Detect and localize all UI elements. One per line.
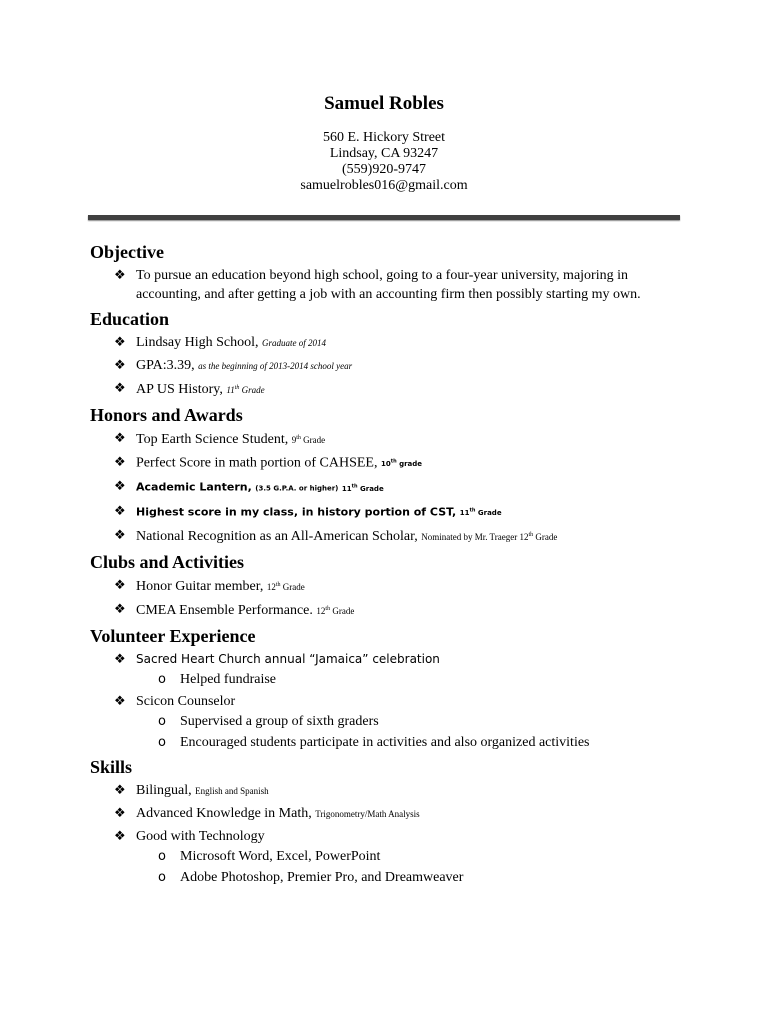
item-note — [460, 509, 502, 517]
email-address: samuelrobles016@gmail.com — [300, 178, 468, 193]
list-item — [90, 502, 690, 523]
list-item — [90, 429, 690, 450]
note-number: 12 — [316, 605, 326, 616]
section-heading: Volunteer Experience — [90, 625, 256, 646]
sub-item-text: Microsoft Word, Excel, PowerPoint — [180, 848, 381, 864]
list-item — [90, 576, 690, 597]
diamond-bullet-icon: ❖ — [114, 479, 126, 495]
item-text: Academic Lantern, — [136, 480, 252, 494]
sub-item-text: Encouraged students participate in activities and also organized activities — [180, 734, 590, 750]
note-rest: Grade — [241, 385, 265, 395]
circle-bullet-icon: o — [158, 848, 166, 864]
item-text: AP US History, — [136, 382, 223, 397]
item-note — [292, 435, 325, 445]
circle-bullet-icon: o — [158, 671, 166, 687]
diamond-bullet-icon: ❖ — [114, 651, 126, 667]
resume-body — [90, 240, 690, 890]
list-item — [90, 781, 690, 801]
list-item — [90, 477, 690, 498]
sub-item-text: Adobe Photoshop, Premier Pro, and Dreamweaver — [180, 869, 464, 885]
diamond-bullet-icon: ❖ — [114, 503, 126, 519]
circle-bullet-icon: o — [158, 713, 166, 729]
diamond-bullet-icon: ❖ — [114, 805, 126, 821]
item-note: Trigonometry/Math Analysis — [315, 808, 420, 819]
list-item — [90, 266, 690, 304]
item-note — [226, 385, 264, 395]
sub-item-text: Helped fundraise — [180, 671, 277, 687]
section-volunteer — [90, 624, 690, 752]
item-note — [381, 460, 422, 468]
note-suffix: th — [469, 507, 476, 514]
list-item — [90, 827, 690, 887]
item-text: CMEA Ensemble Performance. — [136, 602, 313, 618]
sub-list-item — [90, 733, 690, 752]
item-text: Lindsay High School, — [136, 335, 259, 350]
item-note — [316, 606, 354, 616]
item-note — [342, 485, 384, 493]
sub-list-item — [90, 712, 690, 731]
list-item — [90, 453, 690, 474]
list-item — [90, 600, 690, 621]
list-item — [90, 379, 690, 400]
item-text: Advanced Knowledge in Math, — [136, 805, 312, 821]
item-text: Scicon Counselor — [136, 693, 236, 709]
note-suffix: th — [528, 531, 534, 538]
sub-item-text: Supervised a group of sixth graders — [180, 713, 379, 729]
sub-list-item — [90, 847, 690, 866]
item-text: Highest score in my class, in history portion of CST, — [136, 504, 457, 518]
section-honors — [90, 403, 690, 547]
section-objective — [90, 240, 690, 304]
item-text: National Recognition as an All-American Scholar, — [136, 528, 418, 544]
item-note: Graduate of 2014 — [262, 338, 326, 348]
diamond-bullet-icon: ❖ — [114, 693, 126, 709]
item-text: Honor Guitar member, — [136, 578, 264, 594]
note-rest: Grade — [535, 531, 558, 542]
item-note: English and Spanish — [195, 785, 269, 796]
note-suffix: th — [351, 483, 358, 490]
diamond-bullet-icon: ❖ — [114, 601, 126, 617]
section-heading: Education — [90, 309, 170, 329]
item-text: Sacred Heart Church annual “Jamaica” celebration — [136, 651, 440, 666]
address-line-2: Lindsay, CA 93247 — [329, 146, 439, 161]
list-item — [90, 692, 690, 752]
diamond-bullet-icon: ❖ — [114, 527, 126, 543]
item-note — [421, 532, 557, 542]
note-number: 11 — [226, 385, 235, 395]
section-heading: Honors and Awards — [90, 405, 243, 425]
note-number: 11 — [341, 484, 352, 493]
item-text: Good with Technology — [136, 828, 265, 844]
item-paren: (3.5 G.P.A. or higher) — [255, 484, 339, 493]
note-rest: Grade — [477, 508, 502, 517]
diamond-bullet-icon: ❖ — [114, 577, 126, 593]
item-text: To pursue an education beyond high school, going to a four-year university, majoring in accounting, and after getting a job with an accounting firm then possibly starting my own. — [136, 268, 641, 302]
section-heading: Clubs and Activities — [90, 551, 245, 572]
note-prefix: Nominated by Mr. Traeger 12 — [421, 531, 529, 542]
circle-bullet-icon: o — [158, 869, 166, 885]
note-rest: Grade — [303, 435, 326, 445]
list-item — [90, 526, 690, 547]
candidate-name: Samuel Robles — [324, 93, 444, 114]
item-note — [267, 582, 305, 592]
section-clubs — [90, 550, 690, 621]
circle-bullet-icon: o — [158, 734, 166, 750]
note-suffix: th — [275, 581, 281, 588]
section-heading: Objective — [90, 242, 164, 262]
diamond-bullet-icon: ❖ — [114, 358, 126, 373]
note-rest: Grade — [282, 581, 305, 592]
note-suffix: th — [296, 435, 301, 441]
section-heading: Skills — [90, 756, 133, 777]
note-number: 11 — [459, 508, 470, 517]
diamond-bullet-icon: ❖ — [114, 335, 126, 350]
note-rest: grade — [399, 460, 423, 469]
note-number: 12 — [266, 581, 276, 592]
list-item — [90, 650, 690, 689]
item-note: as the beginning of 2013-2014 school year — [198, 361, 353, 371]
item-text: Top Earth Science Student, — [136, 432, 289, 447]
item-text: Perfect Score in math portion of CAHSEE, — [136, 455, 378, 471]
note-rest: Grade — [360, 484, 384, 493]
diamond-bullet-icon: ❖ — [114, 782, 126, 798]
item-text: GPA:3.39, — [136, 358, 195, 373]
diamond-bullet-icon: ❖ — [114, 455, 126, 470]
note-suffix: th — [234, 385, 240, 391]
sub-list-item — [90, 670, 690, 689]
sub-list-item — [90, 868, 690, 887]
note-rest: Grade — [332, 605, 355, 616]
address-line-1: 560 E. Hickory Street — [322, 130, 446, 145]
section-skills — [90, 755, 690, 887]
list-item — [90, 333, 690, 353]
header-divider — [88, 215, 680, 220]
phone-number: (559)920-9747 — [342, 162, 426, 177]
diamond-bullet-icon: ❖ — [114, 431, 126, 446]
resume-header — [0, 92, 768, 194]
list-item — [90, 804, 690, 824]
item-text: Bilingual, — [136, 782, 192, 798]
list-item — [90, 356, 690, 376]
note-number: 10 — [380, 460, 391, 469]
diamond-bullet-icon: ❖ — [114, 381, 126, 396]
note-suffix: th — [390, 459, 397, 465]
note-suffix: th — [325, 605, 331, 612]
section-education — [90, 307, 690, 400]
note-number: 9 — [291, 435, 297, 445]
diamond-bullet-icon: ❖ — [114, 268, 126, 283]
diamond-bullet-icon: ❖ — [114, 828, 126, 844]
